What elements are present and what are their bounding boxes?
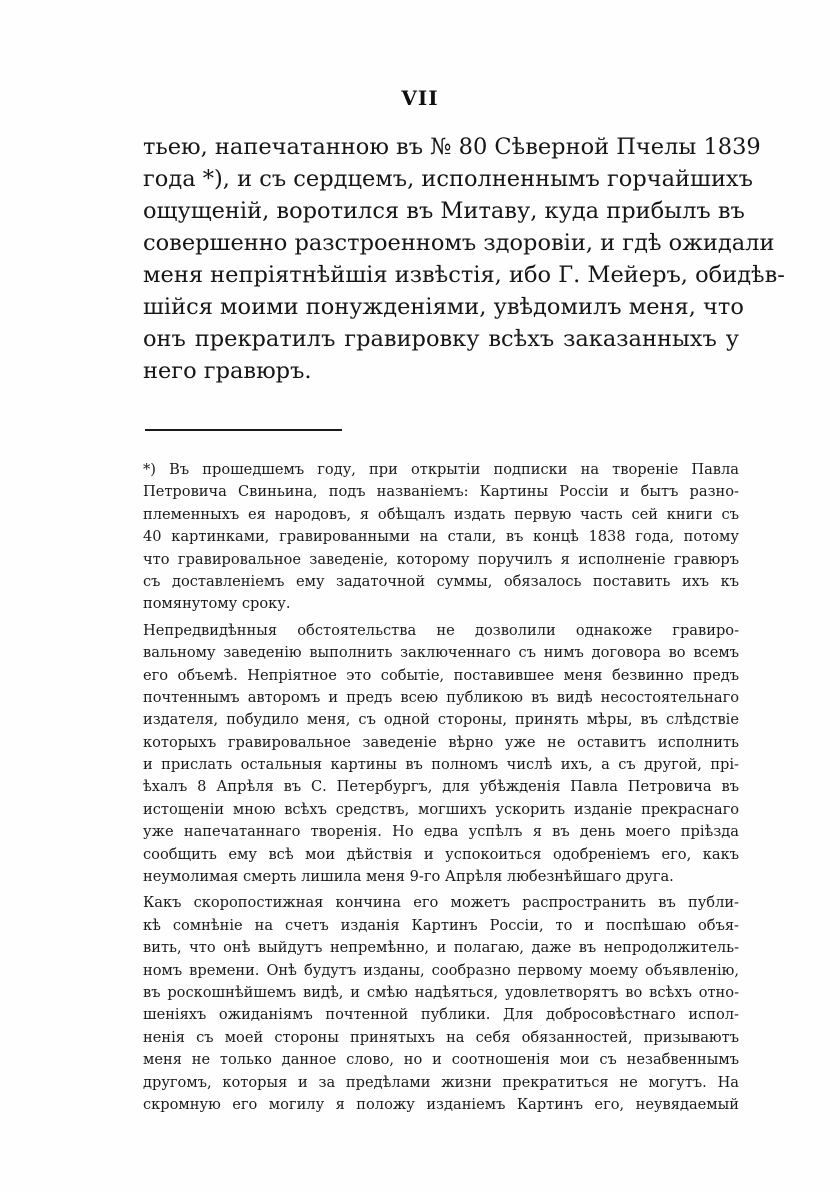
page-number: VII — [401, 86, 439, 110]
text-line: совершенно разстроенномъ здоровіи, и гдѣ ожидали — [143, 230, 775, 256]
footnote-line: номъ времени. Онѣ будутъ изданы, сообразно первому моему объявленію, — [143, 961, 739, 979]
footnote-block — [143, 459, 739, 1116]
footnote-line: Непредвидѣнныя обстоятельства не дозволили однакоже гравиро- — [143, 621, 739, 639]
footnote-divider — [145, 429, 342, 431]
text-line: онъ прекратилъ гравировку всѣхъ заказанныхъ у — [143, 326, 739, 352]
footnote-line: въ роскошнѣйшемъ видѣ, и смѣю надѣяться, удовлетворятъ во всѣхъ отно- — [143, 983, 739, 1001]
footnote-line: Какъ скоропостижная кончина его можетъ распространить въ публи- — [143, 894, 739, 912]
footnote-line: *) Въ прошедшемъ году, при открытіи подписки на твореніе Павла — [143, 461, 739, 478]
footnote-line: уже напечатаннаго творенія. Но едва успѣлъ я въ день моего пріѣзда — [143, 823, 739, 841]
text-line: года *), и съ сердцемъ, исполненнымъ горчайшихъ — [143, 166, 753, 192]
text-line: ощущеній, воротился въ Митаву, куда прибылъ въ — [143, 198, 745, 224]
footnote-line: племенныхъ ея народовъ, я обѣщалъ издать первую часть сей книги съ — [143, 505, 739, 523]
footnote-line: Петровича Свиньина, подъ названіемъ: Картины Россіи и бытъ разно- — [143, 483, 739, 501]
footnote-line: которыхъ гравировальное заведеніе вѣрно уже не оставитъ исполнить — [143, 733, 739, 751]
footnote-line: кѣ сомнѣніе на счетъ изданія Картинъ Россіи, то и поспѣшаю объя- — [143, 916, 739, 934]
footnote-line: сообщить ему всѣ мои дѣйствія и успокоиться одобреніемъ его, какъ — [143, 845, 739, 863]
footnote-line: меня не только данное слово, но и соотношенія мои съ незабвеннымъ — [143, 1051, 739, 1069]
footnote-line: шеніяхъ ожиданіямъ почтенной публики. Для добросовѣстнаго испол- — [143, 1006, 739, 1024]
footnote-line: почтеннымъ авторомъ и предъ всею публикою въ видѣ несостоятельнаго — [143, 688, 739, 706]
footnote-line: 40 картинками, гравированными на стали, въ концѣ 1838 года, потому — [143, 528, 739, 546]
text-line: шійся моими понужденіями, увѣдомилъ меня, что — [143, 294, 744, 320]
footnote-line: и прислать остальныя картины въ полномъ числѣ ихъ, а съ другой, прі- — [143, 756, 739, 774]
footnote-line: что гравировальное заведеніе, которому поручилъ я исполненіе гравюръ — [143, 550, 739, 568]
footnote-line: его объемѣ. Непріятное это событіе, поставившее меня безвинно предъ — [143, 666, 739, 684]
text-line: меня непріятнѣйшія извѣстія, ибо Г. Мейеръ, обидѣв- — [143, 262, 785, 288]
footnote-line: другомъ, которыя и за предѣлами жизни прекратиться не могутъ. На — [143, 1073, 739, 1091]
footnote-line: издателя, побудило меня, съ одной стороны, принять мѣры, въ слѣдствіе — [143, 711, 739, 729]
footnote-paragraph — [143, 459, 739, 616]
footnote-line: неумолимая смерть лишила меня 9-го Апрѣля любезнѣйшаго друга. — [143, 868, 674, 886]
footnote-line: вальному заведенію выполнить заключеннаго съ нимъ договора во всемъ — [143, 644, 739, 662]
footnote-line: съ доставленіемъ ему задаточной суммы, обязалось поставить ихъ къ — [143, 572, 739, 590]
footnote-line: ненія съ моей стороны принятыхъ на себя обязанностей, призываютъ — [143, 1028, 739, 1046]
footnote-line: помянутому сроку. — [143, 595, 291, 613]
main-text-block — [143, 131, 785, 387]
footnote-line: вить, что онѣ выйдутъ непремѣнно, и полагаю, даже въ непродолжитель- — [143, 939, 739, 957]
footnote-paragraph — [143, 620, 739, 889]
text-line: тьею, напечатанною въ № 80 Сѣверной Пчелы 1839 — [143, 134, 761, 160]
text-line: него гравюръ. — [143, 358, 312, 384]
footnote-paragraph — [143, 892, 739, 1116]
footnote-line: скромную его могилу я положу изданіемъ Картинъ его, неувядаемый — [143, 1095, 739, 1113]
footnote-line: истощеніи мною всѣхъ средствъ, могшихъ ускорить изданіе прекраснаго — [143, 800, 739, 818]
footnote-line: ѣхалъ 8 Апрѣля въ С. Петербургъ, для убѣжденія Павла Петровича въ — [143, 778, 739, 796]
